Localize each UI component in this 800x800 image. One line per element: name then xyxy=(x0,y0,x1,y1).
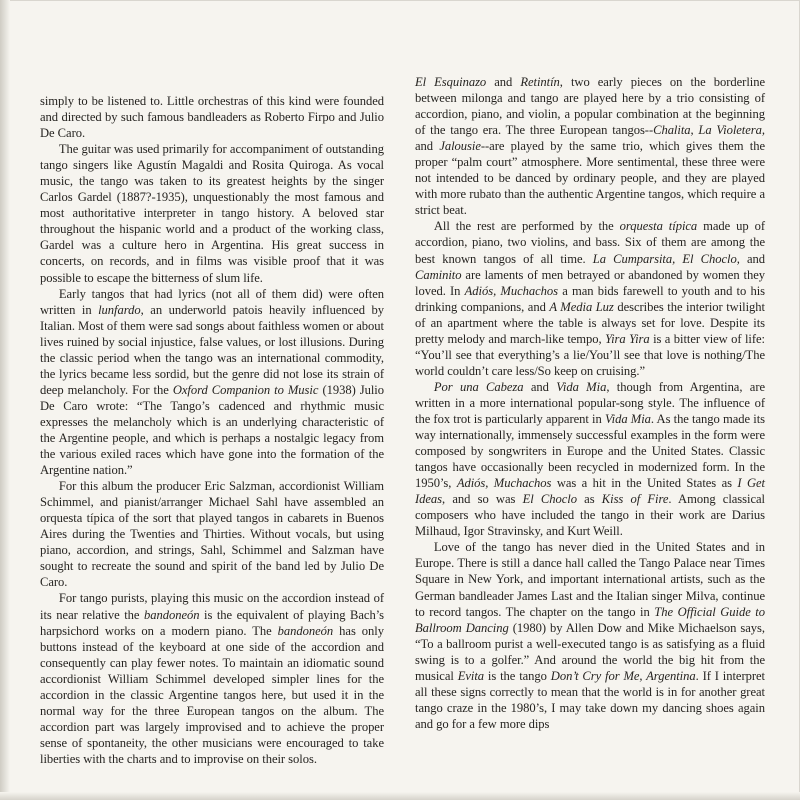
italic-title-run: Retintín xyxy=(520,75,560,89)
page-left-edge-shadow xyxy=(0,0,10,800)
italic-title-run: lunfardo xyxy=(98,302,141,317)
paragraph xyxy=(415,218,765,378)
text-run: made up of accordion, piano, two violins, and bass. Six of them are among the best known tangos of all time. xyxy=(415,219,765,266)
paragraph xyxy=(415,74,765,218)
text-run: . As the tango made its way internationally, immensely successful examples in the form were composed by songwriters in Europe and the United States. Classic tangos have occasionally been recycled in modernized form. In the 1950’s, xyxy=(415,411,765,491)
text-run: , and so was xyxy=(442,492,523,507)
italic-title-run: A Media Luz xyxy=(549,299,614,314)
italic-title-run: Adiós, Muchachos xyxy=(464,283,558,298)
paragraph xyxy=(40,286,384,479)
italic-title-run: Adiós, Muchachos xyxy=(456,476,552,491)
text-run: as xyxy=(576,492,602,507)
text-run: . If I interpret all these signs correctly to mean that the world is in for another great tango craze in the 1980’s, I may take down my dancing shoes again and go for a few more dips xyxy=(415,668,765,731)
text-run: Love of the tango has never died in the United States and in Europe. There is still a dance hall called the Tango Palace near Times Square in New York, and important international artists, such as the German bandleader James Last and the Italian singer Milva, continue to record tangos. The chapter on the tango in xyxy=(415,540,765,619)
text-run: , though from Argentina, are written in a more international popular-song style. The influence of the fox trot is particularly apparent in xyxy=(415,379,765,426)
italic-title-run: Por una Cabeza xyxy=(433,379,524,394)
text-run: and xyxy=(415,139,440,154)
italic-title-run: I Get Ideas xyxy=(415,476,766,507)
text-run: is the tango xyxy=(484,668,551,683)
italic-title-run: bandoneón xyxy=(277,623,334,638)
text-run: (1938) Julio De Caro wrote: “The Tango’s cadenced and rhythmic music expresses the melancholy which is an underlying characteristic of the Argentine people, and which is perhaps a nostalgic legacy from the various exiled races which have gone into the formation of the Argentine nation.” xyxy=(40,382,384,478)
paragraph xyxy=(415,539,765,732)
text-run: is a bitter view of life: “You’ll see that everything’s a lie/You’ll see that love is nothing/The world couldn’t care less/So keep on cruising.” xyxy=(415,331,765,378)
paragraph xyxy=(40,590,384,767)
italic-title-run: El Esquinazo xyxy=(415,75,487,89)
text-run: --are played by the same trio, which gives them the proper “palm court” atmosphere. More sentimental, these three were not intended to be danced by ordinary people, and they are played with more rubato than the authentic Argentine tangos, which require a strict beat. xyxy=(415,139,765,218)
text-run: describes the interior twilight of an apartment where the table is always set for love. Despite its pretty melody and march-like tempo, xyxy=(415,299,765,346)
italic-title-run: Evita xyxy=(457,668,485,683)
italic-title-run: Chalita, La Violetera, xyxy=(653,123,765,138)
page-bottom-edge-shadow xyxy=(0,792,800,800)
italic-title-run: Jalousie xyxy=(439,139,481,154)
italic-title-run: Caminito xyxy=(415,267,462,282)
italic-title-run: Kiss of Fire xyxy=(601,492,669,507)
italic-title-run: The Official Guide to Ballroom Dancing xyxy=(415,604,765,635)
left-text-column xyxy=(40,93,384,767)
paragraph xyxy=(415,379,765,539)
text-run: , an underworld patois heavily influenced by Italian. Most of them were sad songs about faithless women or about lives ruined by social injustice, false values, or lost illusions. During the classic period when the tango was an international commodity, the lyrics became less sordid, but the genre did not lose its strain of deep melancholy. For the xyxy=(40,302,384,397)
paragraph xyxy=(40,93,384,141)
italic-title-run: orquesta típica xyxy=(619,219,698,234)
text-run: For this album the producer Eric Salzman, accordionist William Schimmel, and pianist/arranger Michael Sahl have assembled an orquesta típica of the sort that played tangos in cabarets in Buenos Aires during the Twenties and Thirties. Without vocals, but using piano, accordion, and strings, Sahl, Schimmel and Salzman have sought to recreate the sound and spirit of the band led by Julio De Caro. xyxy=(40,479,384,590)
text-run: and xyxy=(523,379,557,394)
text-run: The guitar was used primarily for accompaniment of outstanding tango singers like Agustín Magaldi and Rosita Quiroga. As vocal music, the tango was taken to its greatest heights by the singer Carlos Gardel (1887?-1935), unquestionably the most famous and most authoritative interpreter in tango history. A beloved star throughout the hispanic world and a product of the working class, Gardel was a culture hero in Argentina. His great success in concerts, on records, and in films was visible proof that it was possible to escape the bitterness of slum life. xyxy=(40,142,384,285)
italic-title-run: Yira Yira xyxy=(605,331,650,346)
text-run: For tango purists, playing this music on the accordion instead of its near relative the xyxy=(40,591,384,622)
italic-title-run: El Choclo xyxy=(522,492,577,507)
text-run: has only buttons instead of the keyboard at one side of the accordion and consequently can play fewer notes. To maintain an idiomatic sound accordionist William Schimmel developed simpler lines for the accordion in the classic Argentine tangos here, but used it in the normal way for the three European tangos on the album. The accordion part was largely improvised and to achieve the proper sense of spontaneity, the other musicians were encouraged to take liberties with the charts and to improvise on their solos. xyxy=(40,623,384,766)
text-run: , two early pieces on the borderline between milonga and tango are played here by a trio consisting of accordion, piano, and violin, a popular combination at the beginning of the tango era. The three European tangos-- xyxy=(415,75,766,138)
italic-title-run: Vida Mia xyxy=(556,379,607,394)
italic-title-run: Oxford Companion to Music xyxy=(172,382,319,397)
text-run: . Among classical composers who have included the tango in their work are Darius Milhaud, Igor Stravinsky, and Kurt Weill. xyxy=(415,492,765,539)
italic-title-run: bandoneón xyxy=(143,607,200,622)
text-run: and xyxy=(739,251,765,266)
italic-title-run: Vida Mia xyxy=(604,411,651,426)
text-run: a man bids farewell to youth and to his drinking companions, and xyxy=(415,283,765,314)
right-text-column xyxy=(415,74,765,732)
text-run: and xyxy=(486,75,521,89)
text-run: All the rest are performed by the xyxy=(433,219,620,234)
text-run: (1980) by Allen Dow and Mike Michaelson says, “To a ballroom purist a well-executed tango is as satisfying as a fluid swing is to a golfer.” And around the world the big hit from the musical xyxy=(415,620,765,683)
text-run: is the equivalent of playing Bach’s harpsichord works on a modern piano. The xyxy=(40,607,384,638)
text-run: are laments of men betrayed or abandoned by women they loved. In xyxy=(415,267,765,298)
paragraph xyxy=(40,478,384,590)
text-run: Early tangos that had lyrics (not all of them did) were often written in xyxy=(40,286,384,317)
italic-title-run: La Cumparsita, El Choclo, xyxy=(592,251,740,266)
italic-title-run: Don’t Cry for Me, Argentina xyxy=(550,668,696,683)
text-run: was a hit in the United States as xyxy=(551,476,738,491)
paragraph xyxy=(40,141,384,285)
text-run: simply to be listened to. Little orchestras of this kind were founded and directed by such famous bandleaders as Roberto Firpo and Julio De Caro. xyxy=(40,94,384,141)
